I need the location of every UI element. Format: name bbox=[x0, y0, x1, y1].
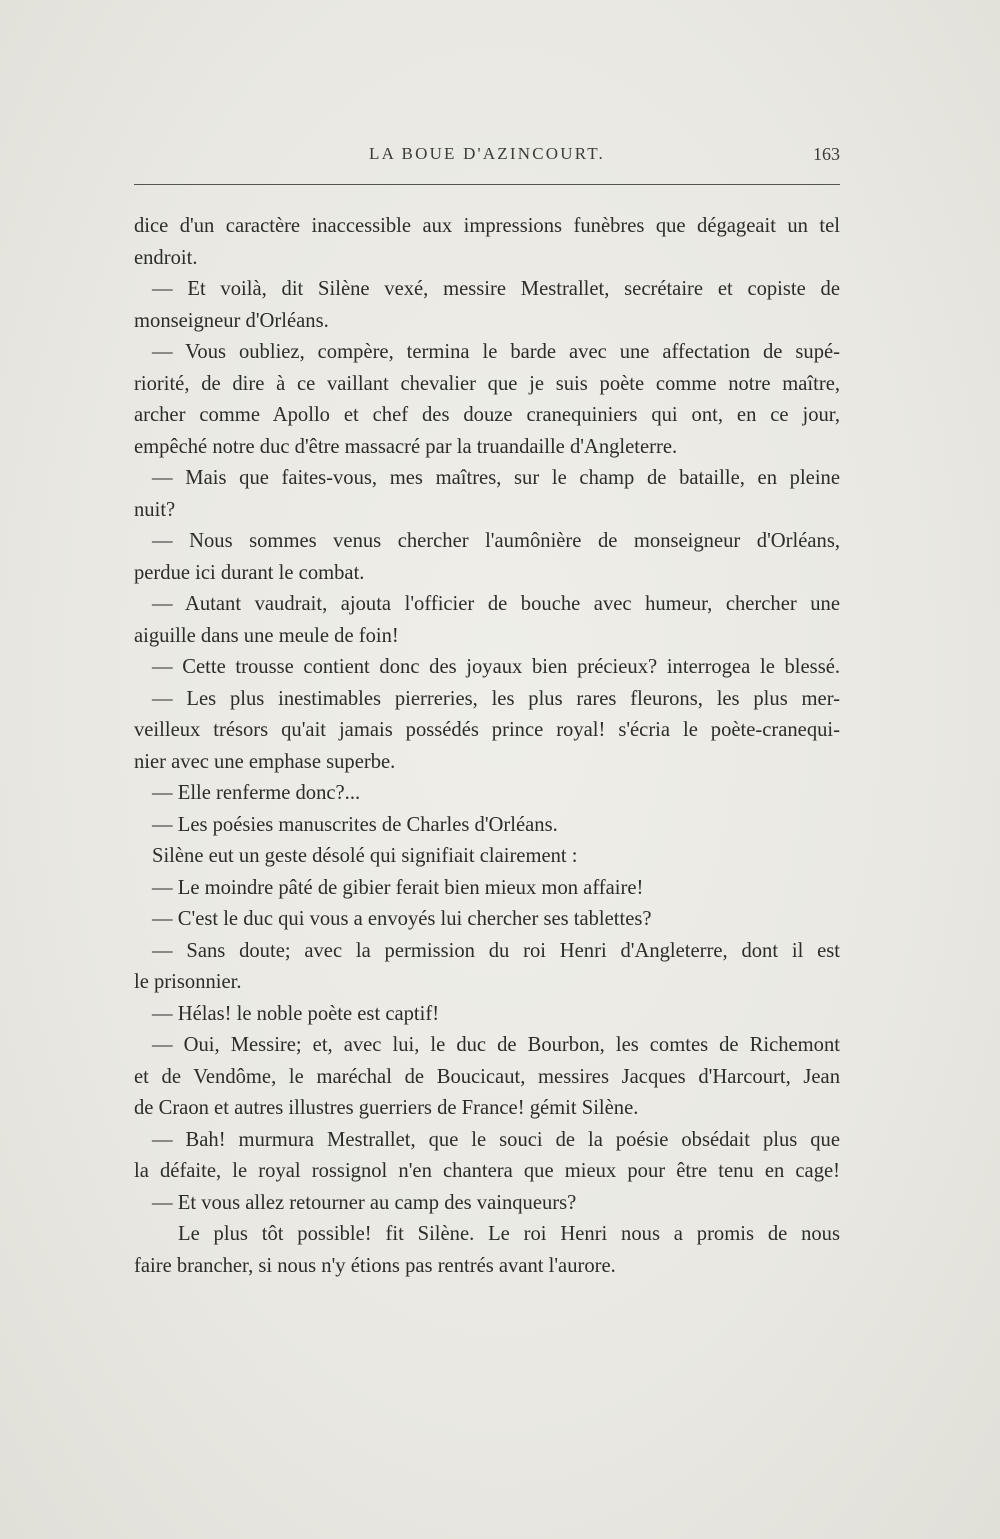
text-line: faire brancher, si nous n'y étions pas rentrés avant l'aurore. bbox=[134, 1254, 616, 1277]
text-line: — Les poésies manuscrites de Charles d'Orléans. bbox=[152, 813, 558, 836]
text-line: — Hélas! le noble poète est captif! bbox=[152, 1002, 440, 1025]
text-line: — Vous oubliez, compère, termina le barde avec une affectation de supé- bbox=[152, 341, 840, 363]
text-line: nuit? bbox=[134, 498, 176, 521]
text-line: — Nous sommes venus chercher l'aumônière de monseigneur d'Orléans, bbox=[152, 530, 840, 552]
text-line: Silène eut un geste désolé qui signifiait clairement : bbox=[152, 845, 578, 867]
text-line: — Bah! murmura Mestrallet, que le souci de la poésie obsédait plus que bbox=[152, 1128, 840, 1151]
body-text bbox=[134, 211, 840, 1282]
text-line: — Les plus inestimables pierreries, les plus rares fleurons, les plus mer- bbox=[152, 687, 840, 710]
text-line: empêché notre duc d'être massacré par la truandaille d'Angleterre. bbox=[134, 435, 678, 458]
text-line: et de Vendôme, le maréchal de Boucicaut, messires Jacques d'Harcourt, Jean bbox=[134, 1065, 840, 1088]
text-line: — Mais que faites-vous, mes maîtres, sur le champ de bataille, en pleine bbox=[152, 467, 840, 489]
text-line: — C'est le duc qui vous a envoyés lui chercher ses tablettes? bbox=[152, 908, 652, 930]
text-line: aiguille dans une meule de foin! bbox=[134, 624, 399, 647]
text-line: la défaite, le royal rossignol n'en chantera que mieux pour être tenu en cage! bbox=[134, 1160, 840, 1182]
header-rule bbox=[134, 184, 840, 185]
page-number: 163 bbox=[813, 144, 840, 164]
text-line: veilleux trésors qu'ait jamais possédés prince royal! s'écria le poète-cranequi- bbox=[134, 719, 840, 741]
running-title: LA BOUE D'AZINCOURT. bbox=[368, 144, 606, 163]
text-line: dice d'un caractère inaccessible aux impressions funèbres que dégageait un tel bbox=[134, 215, 840, 237]
text-line: nier avec une emphase superbe. bbox=[134, 750, 396, 773]
text-line: de Craon et autres illustres guerriers de France! gémit Silène. bbox=[134, 1097, 639, 1119]
text-line: le prisonnier. bbox=[134, 971, 242, 993]
text-line: — Le moindre pâté de gibier ferait bien mieux mon affaire! bbox=[152, 876, 644, 899]
text-line: archer comme Apollo et chef des douze cranequiniers qui ont, en ce jour, bbox=[134, 404, 840, 426]
text-line: — Elle renferme donc?... bbox=[152, 782, 361, 804]
text-line: endroit. bbox=[134, 246, 198, 269]
text-line: — Sans doute; avec la permission du roi Henri d'Angleterre, dont il est bbox=[152, 939, 840, 962]
text-line: — Et voilà, dit Silène vexé, messire Mestrallet, secrétaire et copiste de bbox=[152, 278, 840, 300]
text-line: — Cette trousse contient donc des joyaux bien précieux? interrogea le blessé. bbox=[152, 656, 840, 678]
text-line: — Et vous allez retourner au camp des vainqueurs? bbox=[152, 1191, 577, 1214]
text-line: Le plus tôt possible! fit Silène. Le roi Henri nous a promis de nous bbox=[178, 1223, 840, 1245]
page-header bbox=[134, 140, 840, 170]
text-line: perdue ici durant le combat. bbox=[134, 561, 365, 584]
text-line: — Autant vaudrait, ajouta l'officier de bouche avec humeur, chercher une bbox=[152, 593, 840, 615]
text-line: monseigneur d'Orléans. bbox=[134, 309, 329, 332]
text-line: riorité, de dire à ce vaillant chevalier que je suis poète comme notre maître, bbox=[134, 372, 840, 395]
text-line: — Oui, Messire; et, avec lui, le duc de Bourbon, les comtes de Richemont bbox=[152, 1034, 840, 1056]
